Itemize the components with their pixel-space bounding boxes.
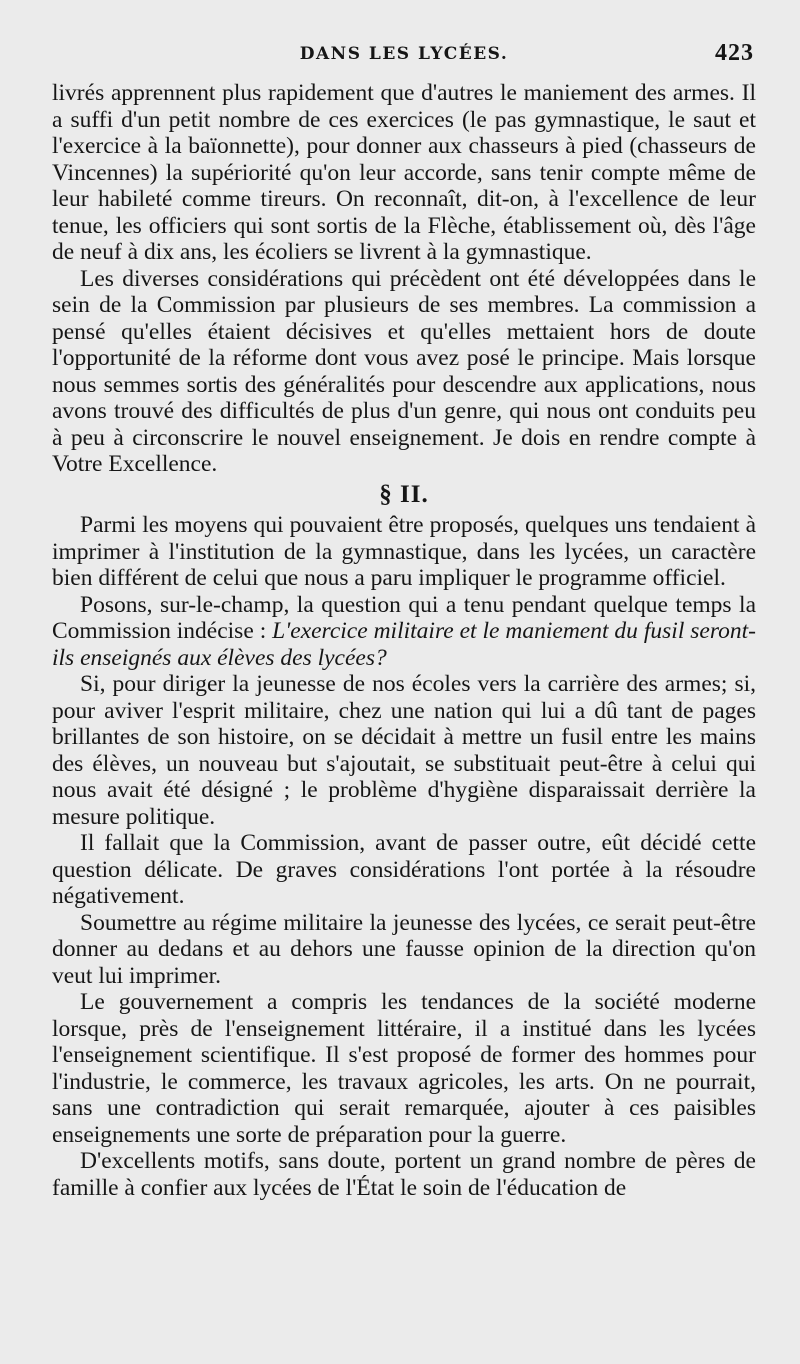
paragraph: Il fallait que la Commission, avant de passer outre, eût décidé cette question délicate. De graves considérations l'ont portée à la résoudre négativement. [52, 830, 756, 909]
section-heading: § II. [379, 480, 429, 508]
paragraph: Le gouvernement a compris les tendances de la société moderne lorsque, près de l'enseignement littéraire, il a institué dans les lycées l'enseignement scientifique. Il s'est proposé de former des hommes pour l'industrie, le commerce, les travaux agricoles, les arts. On ne pourrait, sans une contradiction qui serait remarquée, ajouter à ces paisibles enseignements une sorte de préparation pour la guerre. [52, 989, 756, 1148]
paragraph: Si, pour diriger la jeunesse de nos écoles vers la carrière des armes; si, pour aviver l'esprit militaire, chez une nation qui lui a dû tant de pages brillantes de son histoire, on se décidait à mettre un fusil entre les mains des élèves, un nouveau but s'ajoutait, se substituait peut-être à celui qui nous avait été désigné ; le problème d'hygiène disparaissait derrière la mesure politique. [52, 671, 756, 830]
page-number: 423 [715, 40, 754, 66]
page-body [52, 80, 756, 1201]
paragraph: Les diverses considérations qui précèdent ont été développées dans le sein de la Commission par plusieurs de ses membres. La commission a pensé qu'elles étaient décisives et qu'elles mettaient hors de doute l'opportunité de la réforme dont vous avez posé le principe. Mais lorsque nous semmes sortis des généralités pour descendre aux applications, nous avons trouvé des difficultés de plus d'un genre, qui nous ont conduits peu à peu à circonscrire le nouvel enseignement. Je dois en rendre compte à Votre Excellence. [52, 265, 756, 477]
paragraph: Soumettre au régime militaire la jeunesse des lycées, ce serait peut-être donner au dedans et au dehors une fausse opinion de la direction qu'on veut lui imprimer. [52, 909, 756, 989]
running-title: DANS LES LYCÉES. [299, 44, 509, 64]
paragraph-with-italic-question [52, 592, 756, 672]
italic-question: L'exercice militaire et le maniement du fusil seront-ils enseignés aux élèves des lycées? [52, 618, 756, 671]
paragraph-text: Posons, sur-le-champ, la question qui a tenu pendant quelque temps la Commission indécise : [52, 591, 756, 644]
paragraph: Parmi les moyens qui pouvaient être proposés, quelques uns tendaient à imprimer à l'institution de la gymnastique, dans les lycées, un caractère bien différent de celui que nous a paru impliquer le programme officiel. [52, 512, 756, 591]
page-header [52, 40, 756, 80]
paragraph: livrés apprennent plus rapidement que d'autres le maniement des armes. Il a suffi d'un petit nombre de ces exercices (le pas gymnastique, le saut et l'exercice à la baïonnette), pour donner aux chasseurs à pied (chasseurs de Vincennes) la supériorité qu'on leur accorde, sans tenir compte même de leur habileté comme tireurs. On reconnaît, dit-on, à l'excellence de leur tenue, les officiers qui sont sortis de la Flèche, établissement où, dès l'âge de neuf à dix ans, les écoliers se livrent à la gymnastique. [52, 80, 756, 265]
paragraph: D'excellents motifs, sans doute, portent un grand nombre de pères de famille à confier aux lycées de l'État le soin de l'éducation de [52, 1148, 756, 1201]
